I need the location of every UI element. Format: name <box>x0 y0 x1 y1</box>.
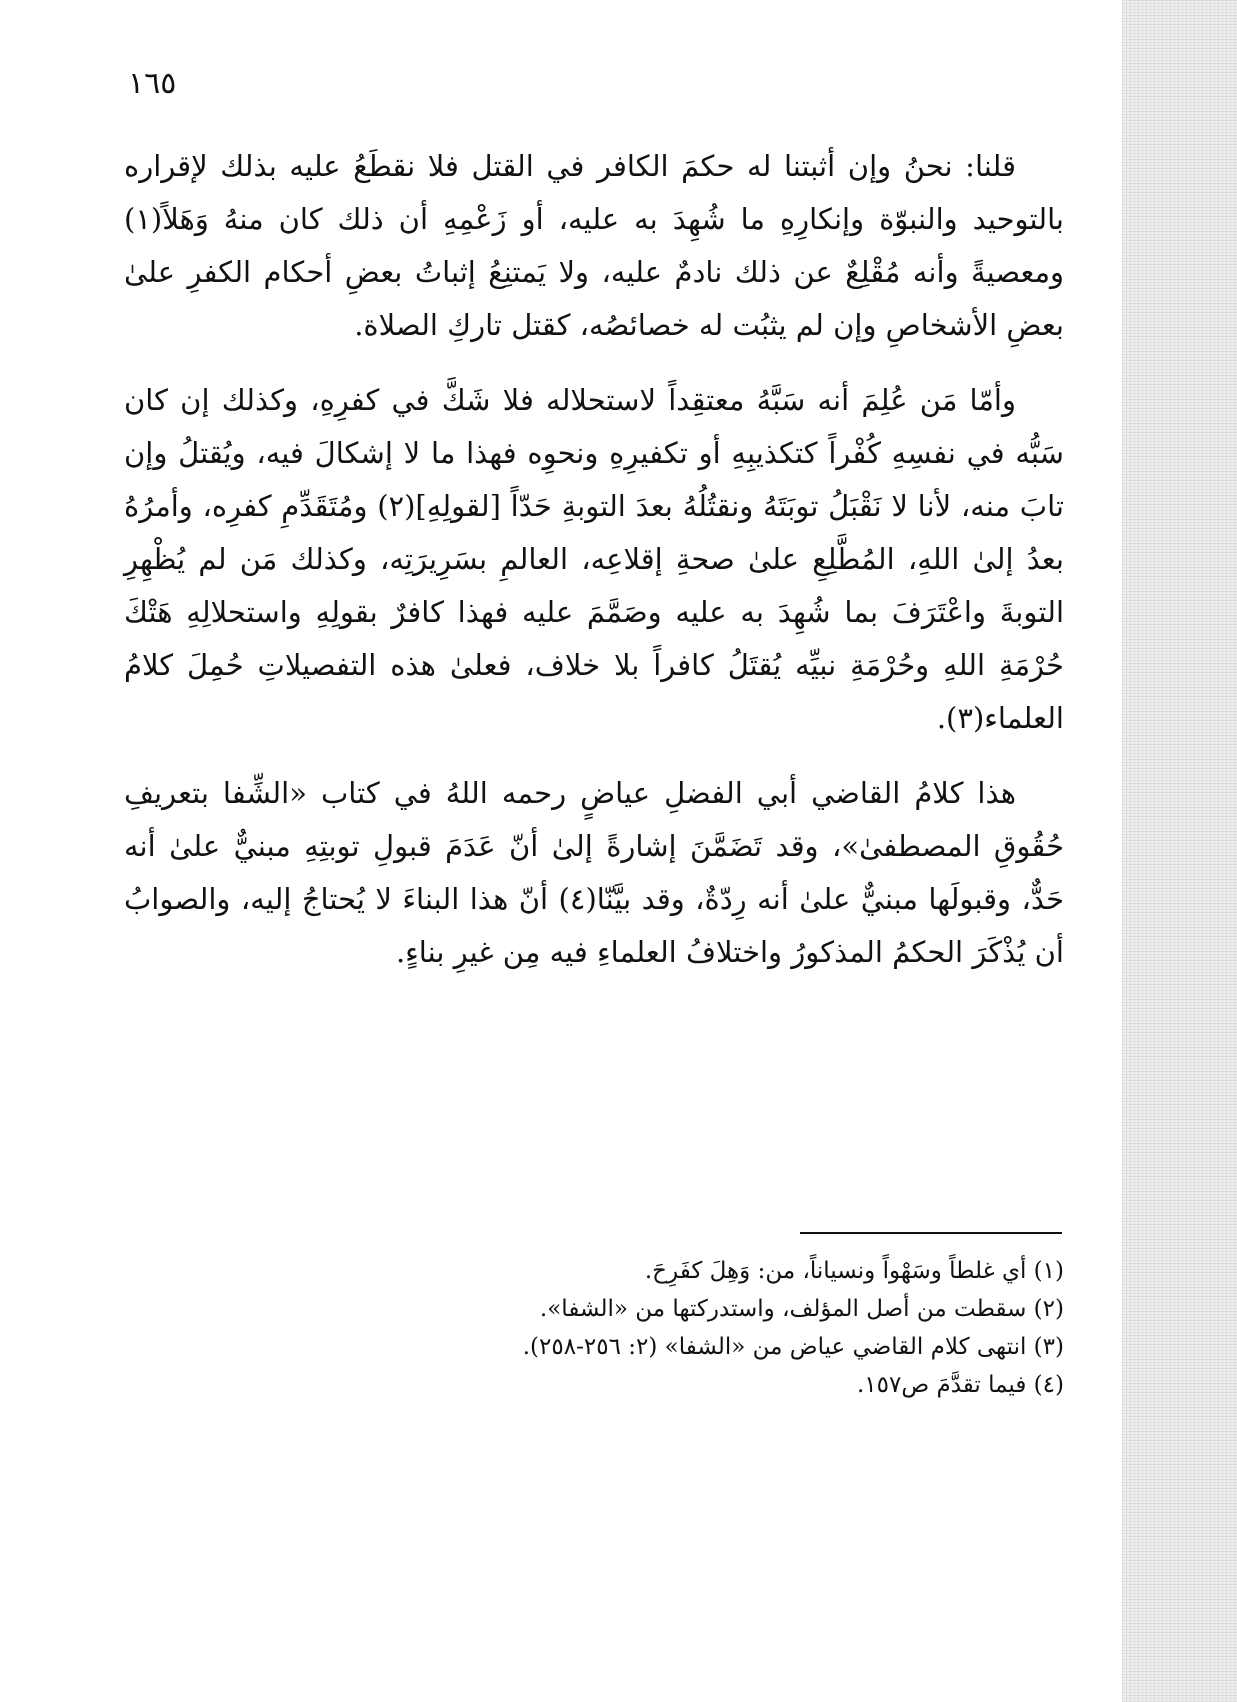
footnote-1: (١) أي غلطاً وسَهْواً ونسياناً، من: وَهِلَ كفَرِحَ. <box>644 1258 1064 1284</box>
main-text <box>124 140 1064 1001</box>
footnote-3: (٣) انتهى كلام القاضي عياض من «الشفا» (٢: ٢٥٦-٢٥٨). <box>522 1334 1064 1360</box>
paragraph-2: وأمّا مَن عُلِمَ أنه سَبَّهُ معتقِداً لاستحلاله فلا شَكَّ في كفرِهِ، وكذلك إن كان سَبُّه في نفسِهِ كُفْراً كتكذيبِهِ أو تكفيرِهِ ونحوِه فهذا ما لا إشكالَ فيه، ويُقتلُ وإن تابَ منه، لأنا لا نَقْبَلُ توبَتَهُ ونقتُلُهُ بعدَ التوبةِ حَدّاً [لقولِهِ](٢) ومُتَقَدِّمِ كفرِه، وأمرُهُ بعدُ إلىٰ اللهِ، المُطَّلِعِ علىٰ صحةِ إقلاعِه، العالمِ بسَرِيرَتِه، وكذلك مَن لم يُظْهِرِ التوبةَ واعْتَرَفَ بما شُهِدَ به عليه وصَمَّمَ عليه فهذا كافرٌ بقولِهِ واستحلالِهِ هَتْكَ حُرْمَةِ اللهِ وحُرْمَةِ نبيِّه يُقتَلُ كافراً بلا خلاف، فعلىٰ هذه التفصيلاتِ حُمِلَ كلامُ العلماء(٣). <box>124 383 1064 735</box>
footnote-4: (٤) فيما تقدَّمَ ص١٥٧. <box>856 1372 1064 1398</box>
footnote-separator <box>800 1232 1062 1234</box>
footnote-2: (٢) سقطت من أصل المؤلف، واستدركتها من «الشفا». <box>539 1296 1064 1322</box>
footnotes <box>124 1252 1064 1404</box>
paragraph-3: هذا كلامُ القاضي أبي الفضلِ عياضٍ رحمه اللهُ في كتاب «الشِّفا بتعريفِ حُقُوقِ المصطفىٰ»، وقد تَضَمَّنَ إشارةً إلىٰ أنّ عَدَمَ قبولِ توبتِهِ مبنيٌّ علىٰ أنه حَدٌّ، وقبولَها مبنيٌّ علىٰ أنه رِدّةٌ، وقد بيَّنّا(٤) أنّ هذا البناءَ لا يُحتاجُ إليه، والصوابُ أن يُذْكَرَ الحكمُ المذكورُ واختلافُ العلماءِ فيه مِن غيرِ بناءٍ. <box>124 776 1064 969</box>
paragraph-1: قلنا: نحنُ وإن أثبتنا له حكمَ الكافر في القتل فلا نقطَعُ عليه بذلك لإقراره بالتوحيد والنبوّة وإنكارِهِ ما شُهِدَ به عليه، أو زَعْمِهِ أن ذلك كان منهُ وَهَلاً(١) ومعصيةً وأنه مُقْلِعٌ عن ذلك نادمٌ عليه، ولا يَمتنِعُ إثباتُ بعضِ أحكام الكفرِ علىٰ بعضِ الأشخاصِ وإن لم يثبُت له خصائصُه، كقتل تاركِ الصلاة. <box>124 149 1064 342</box>
scanned-page-edge <box>1122 0 1237 1702</box>
page-number: ١٦٥ <box>128 66 177 101</box>
